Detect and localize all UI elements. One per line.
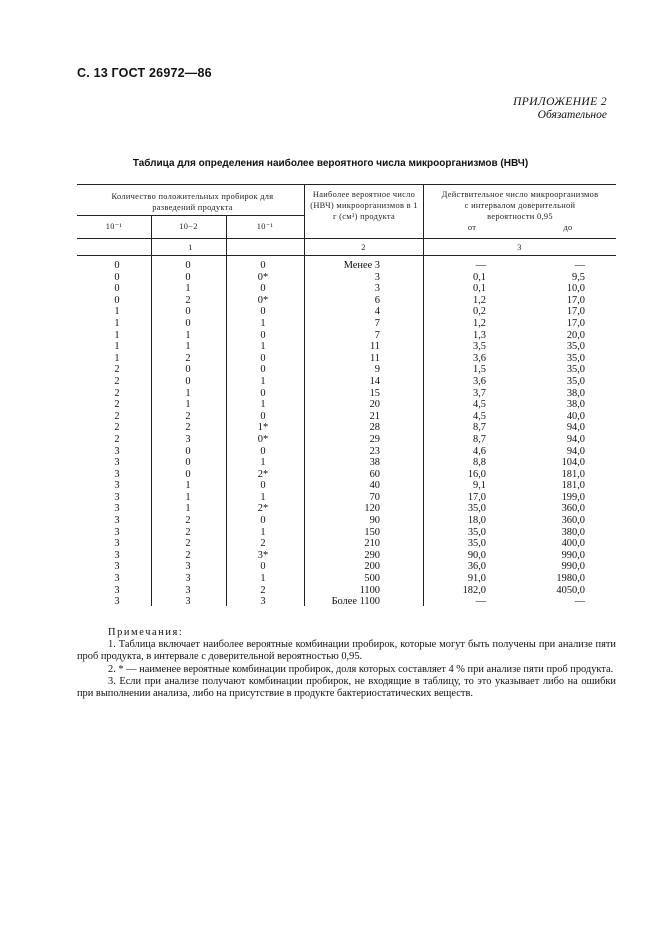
cell-dilution-2: 1: [185, 480, 191, 492]
cell-dilution-3: 0: [260, 329, 266, 341]
table-row: [0, 295, 661, 307]
cell-from: 3,7: [473, 387, 486, 399]
table-row: [0, 573, 661, 585]
cell-mpn: 90: [369, 515, 380, 527]
cell-to: 40,0: [566, 410, 585, 422]
table-row: [0, 411, 661, 423]
cell-dilution-2: 2: [185, 422, 191, 434]
cell-dilution-2: 1: [185, 329, 191, 341]
cell-mpn: 3: [374, 271, 380, 283]
cell-mpn: 7: [374, 329, 380, 341]
table-row: [0, 388, 661, 400]
cell-dilution-2: 0: [185, 364, 191, 376]
table-row: [0, 538, 661, 550]
cell-mpn: 15: [369, 387, 380, 399]
cell-dilution-1: 3: [114, 445, 120, 457]
header-dilution-2: 10−2: [179, 222, 198, 231]
cell-dilution-1: 1: [114, 352, 120, 364]
header-mpn: Наиболее вероятное число (НВЧ) микроорганизмов в 1 г (см³) продукта: [310, 190, 418, 221]
cell-from: 17,0: [467, 491, 486, 503]
cell-from: 1,2: [473, 317, 486, 329]
table-row: [0, 561, 661, 573]
cell-dilution-3: 2*: [257, 503, 269, 515]
cell-mpn: 210: [364, 538, 380, 550]
cell-dilution-3: 1: [260, 526, 266, 538]
table-row: [0, 399, 661, 411]
cell-dilution-3: 1: [260, 457, 266, 469]
cell-to: 35,0: [566, 341, 585, 353]
cell-mpn: 11: [369, 352, 380, 364]
table-row: [0, 480, 661, 492]
cell-mpn: 38: [369, 457, 380, 469]
cell-from: 9,1: [473, 480, 486, 492]
appendix-title: ПРИЛОЖЕНИЕ 2: [513, 96, 607, 108]
cell-dilution-1: 3: [114, 515, 120, 527]
cell-from: 35,0: [467, 503, 486, 515]
cell-dilution-1: 3: [114, 526, 120, 538]
cell-mpn: 21: [369, 410, 380, 422]
cell-to: 94,0: [566, 433, 585, 445]
notes-title: Примечания:: [108, 627, 184, 638]
table-top-rule: [77, 184, 616, 185]
page-header: С. 13 ГОСТ 26972—86: [77, 66, 212, 80]
cell-mpn: 23: [369, 445, 380, 457]
cell-to: 360,0: [561, 515, 585, 527]
cell-mpn: 6: [374, 294, 380, 306]
table-row: [0, 550, 661, 562]
table-title: Таблица для определения наиболее вероятного числа микроорганизмов (НВЧ): [132, 158, 529, 169]
table-row: [0, 306, 661, 318]
cell-dilution-2: 0: [185, 445, 191, 457]
cell-dilution-2: 2: [185, 352, 191, 364]
cell-from: 1,5: [473, 364, 486, 376]
cell-dilution-3: 3*: [257, 549, 269, 561]
cell-dilution-3: 0: [260, 387, 266, 399]
cell-dilution-3: 1*: [257, 422, 269, 434]
cell-dilution-2: 0: [185, 375, 191, 387]
cell-to: 94,0: [566, 445, 585, 457]
table-row: [0, 260, 661, 272]
cell-dilution-3: 0*: [257, 294, 269, 306]
cell-from: 36,0: [467, 561, 486, 573]
cell-dilution-3: 0: [260, 260, 266, 271]
cell-dilution-1: 3: [114, 538, 120, 550]
cell-dilution-1: 3: [114, 503, 120, 515]
cell-from: 4,5: [473, 410, 486, 422]
cell-dilution-3: 1: [260, 491, 266, 503]
cell-mpn: 40: [369, 480, 380, 492]
column-number-1: 1: [188, 243, 193, 252]
table-row: [0, 457, 661, 469]
cell-dilution-3: 1: [260, 317, 266, 329]
cell-to: 35,0: [566, 352, 585, 364]
cell-dilution-2: 1: [185, 387, 191, 399]
cell-dilution-2: 2: [185, 410, 191, 422]
cell-from: 1,2: [473, 294, 486, 306]
cell-to: 990,0: [561, 561, 585, 573]
note-item: 3. Если при анализе получают комбинации пробирок, не входящие в таблицу, то это указывает либо на ошибки при выполнении анализа, либо на присутствие в продукте бактериостатических веществ.: [77, 675, 616, 700]
cell-dilution-3: 0: [260, 364, 266, 376]
column-number-3: 3: [517, 243, 522, 252]
table-row: [0, 422, 661, 434]
notes: [77, 627, 616, 700]
cell-to: 181,0: [561, 468, 585, 480]
cell-dilution-2: 1: [185, 399, 191, 411]
table-row: [0, 469, 661, 481]
cell-dilution-2: 0: [185, 457, 191, 469]
cell-to: 4050,0: [556, 584, 585, 596]
cell-to: 360,0: [561, 503, 585, 515]
cell-from: 16,0: [467, 468, 486, 480]
cell-to: 380,0: [561, 526, 585, 538]
cell-dilution-3: 2: [260, 538, 266, 550]
cell-dilution-3: 0: [260, 306, 266, 318]
cell-to: 17,0: [566, 294, 585, 306]
cell-dilution-2: 1: [185, 503, 191, 515]
cell-dilution-1: 0: [114, 283, 120, 295]
cell-from: —: [475, 596, 486, 608]
cell-to: 35,0: [566, 375, 585, 387]
cell-dilution-3: 0: [260, 410, 266, 422]
cell-from: 4,5: [473, 399, 486, 411]
cell-mpn: 4: [374, 306, 380, 318]
cell-dilution-3: 0*: [257, 271, 269, 283]
cell-dilution-3: 2: [260, 584, 266, 596]
cell-dilution-1: 0: [114, 260, 120, 271]
cell-from: 90,0: [467, 549, 486, 561]
cell-dilution-2: 3: [185, 561, 191, 573]
table-row: [0, 376, 661, 388]
cell-dilution-1: 2: [114, 375, 120, 387]
cell-mpn: 28: [369, 422, 380, 434]
cell-mpn: 60: [369, 468, 380, 480]
cell-dilution-3: 2*: [257, 468, 269, 480]
cell-dilution-2: 2: [185, 526, 191, 538]
header-from: от: [467, 223, 477, 232]
cell-from: 0,2: [473, 306, 486, 318]
cell-dilution-1: 2: [114, 422, 120, 434]
cell-mpn: 120: [364, 503, 380, 515]
cell-dilution-3: 3: [260, 596, 266, 608]
cell-dilution-1: 2: [114, 387, 120, 399]
cell-dilution-1: 2: [114, 399, 120, 411]
cell-dilution-3: 0: [260, 561, 266, 573]
table-row: [0, 283, 661, 295]
appendix-status: Обязательное: [537, 109, 607, 121]
table-row: [0, 585, 661, 597]
cell-to: 20,0: [566, 329, 585, 341]
cell-dilution-3: 0: [260, 515, 266, 527]
cell-dilution-2: 2: [185, 549, 191, 561]
table-row: [0, 434, 661, 446]
cell-from: 8,7: [473, 433, 486, 445]
cell-from: 3,5: [473, 341, 486, 353]
cell-from: 0,1: [473, 271, 486, 283]
cell-dilution-2: 3: [185, 584, 191, 596]
header-positive-tubes: Количество положительных пробирок для разведений продукта: [111, 192, 274, 212]
cell-dilution-1: 0: [114, 294, 120, 306]
cell-dilution-2: 0: [185, 306, 191, 318]
cell-dilution-2: 2: [185, 538, 191, 550]
cell-dilution-2: 1: [185, 491, 191, 503]
cell-mpn: 500: [364, 573, 380, 585]
cell-dilution-1: 2: [114, 410, 120, 422]
cell-from: 91,0: [467, 573, 486, 585]
cell-dilution-1: 1: [114, 329, 120, 341]
table-row: [0, 515, 661, 527]
cell-dilution-2: 0: [185, 317, 191, 329]
cell-dilution-1: 1: [114, 317, 120, 329]
column-number-rule: [77, 255, 616, 256]
cell-to: 990,0: [561, 549, 585, 561]
cell-dilution-2: 1: [185, 283, 191, 295]
cell-dilution-1: 3: [114, 457, 120, 469]
cell-to: 1980,0: [556, 573, 585, 585]
cell-to: 38,0: [566, 387, 585, 399]
cell-dilution-1: 2: [114, 364, 120, 376]
cell-dilution-3: 0: [260, 480, 266, 492]
cell-dilution-1: 3: [114, 561, 120, 573]
cell-mpn: 20: [369, 399, 380, 411]
cell-mpn: Более 1100: [331, 596, 380, 608]
cell-dilution-2: 0: [185, 260, 191, 271]
table-row: [0, 503, 661, 515]
cell-mpn: 29: [369, 433, 380, 445]
cell-dilution-3: 1: [260, 573, 266, 585]
table-row: [0, 596, 661, 608]
cell-to: 181,0: [561, 480, 585, 492]
cell-to: 94,0: [566, 422, 585, 434]
cell-dilution-1: 3: [114, 468, 120, 480]
header-actual-count: Действительное число микроорганизмов с интервалом доверительной вероятности 0,95: [441, 190, 599, 221]
cell-from: 18,0: [467, 515, 486, 527]
cell-mpn: 3: [374, 283, 380, 295]
cell-dilution-2: 1: [185, 341, 191, 353]
table-row: [0, 318, 661, 330]
cell-from: 3,6: [473, 352, 486, 364]
cell-to: 9,5: [572, 271, 585, 283]
cell-dilution-2: 3: [185, 596, 191, 608]
table-row: [0, 330, 661, 342]
cell-from: 182,0: [462, 584, 486, 596]
cell-to: 10,0: [566, 283, 585, 295]
cell-mpn: 200: [364, 561, 380, 573]
cell-from: 4,6: [473, 445, 486, 457]
table-row: [0, 364, 661, 376]
cell-dilution-2: 3: [185, 433, 191, 445]
cell-dilution-1: 3: [114, 491, 120, 503]
cell-from: 3,6: [473, 375, 486, 387]
cell-to: —: [574, 260, 585, 271]
cell-mpn: 14: [369, 375, 380, 387]
cell-dilution-1: 3: [114, 584, 120, 596]
table-row: [0, 446, 661, 458]
header-to: до: [563, 223, 573, 232]
cell-dilution-1: 1: [114, 306, 120, 318]
cell-to: —: [574, 596, 585, 608]
header-dilution-3: 10⁻¹: [256, 222, 274, 231]
cell-dilution-1: 1: [114, 341, 120, 353]
header-bottom-rule: [77, 238, 616, 239]
cell-from: 8,7: [473, 422, 486, 434]
cell-mpn: 1100: [359, 584, 380, 596]
column-number-2: 2: [361, 243, 366, 252]
cell-mpn: 290: [364, 549, 380, 561]
cell-to: 400,0: [561, 538, 585, 550]
table-row: [0, 527, 661, 539]
cell-mpn: 70: [369, 491, 380, 503]
cell-from: —: [475, 260, 486, 271]
cell-dilution-1: 3: [114, 596, 120, 608]
cell-to: 104,0: [561, 457, 585, 469]
appendix-label: [513, 96, 607, 122]
cell-to: 35,0: [566, 364, 585, 376]
cell-to: 17,0: [566, 317, 585, 329]
cell-from: 0,1: [473, 283, 486, 295]
cell-from: 35,0: [467, 538, 486, 550]
table-row: [0, 341, 661, 353]
cell-dilution-3: 1: [260, 375, 266, 387]
cell-to: 17,0: [566, 306, 585, 318]
cell-dilution-2: 2: [185, 515, 191, 527]
cell-to: 199,0: [561, 491, 585, 503]
cell-mpn: 150: [364, 526, 380, 538]
table-row: [0, 353, 661, 365]
cell-dilution-1: 3: [114, 549, 120, 561]
cell-dilution-2: 0: [185, 271, 191, 283]
cell-mpn: 7: [374, 317, 380, 329]
cell-from: 8,8: [473, 457, 486, 469]
cell-dilution-2: 0: [185, 468, 191, 480]
cell-dilution-1: 3: [114, 573, 120, 585]
cell-dilution-3: 0: [260, 445, 266, 457]
cell-from: 35,0: [467, 526, 486, 538]
cell-dilution-3: 0*: [257, 433, 269, 445]
cell-to: 38,0: [566, 399, 585, 411]
cell-mpn: Менее 3: [343, 260, 380, 271]
cell-dilution-3: 0: [260, 352, 266, 364]
note-item: 1. Таблица включает наиболее вероятные комбинации пробирок, которые могут быть получены при анализе пяти проб продукта, в интервале с доверительной вероятностью 0,95.: [77, 639, 616, 663]
cell-dilution-3: 1: [260, 341, 266, 353]
header-dilution-1: 10⁻¹: [105, 222, 123, 231]
cell-dilution-1: 0: [114, 271, 120, 283]
cell-mpn: 9: [374, 364, 380, 376]
cell-dilution-1: 2: [114, 433, 120, 445]
cell-dilution-3: 1: [260, 399, 266, 411]
cell-dilution-2: 3: [185, 573, 191, 585]
table-body: [0, 260, 661, 608]
dilution-header-rule: [77, 215, 304, 216]
table-row: [0, 492, 661, 504]
cell-dilution-3: 0: [260, 283, 266, 295]
note-item: 2. * — наименее вероятные комбинации пробирок, доля которых составляет 4 % при анализе пяти проб продукта.: [108, 663, 614, 675]
cell-dilution-1: 3: [114, 480, 120, 492]
cell-dilution-2: 2: [185, 294, 191, 306]
table-row: [0, 272, 661, 284]
cell-mpn: 11: [369, 341, 380, 353]
cell-from: 1,3: [473, 329, 486, 341]
